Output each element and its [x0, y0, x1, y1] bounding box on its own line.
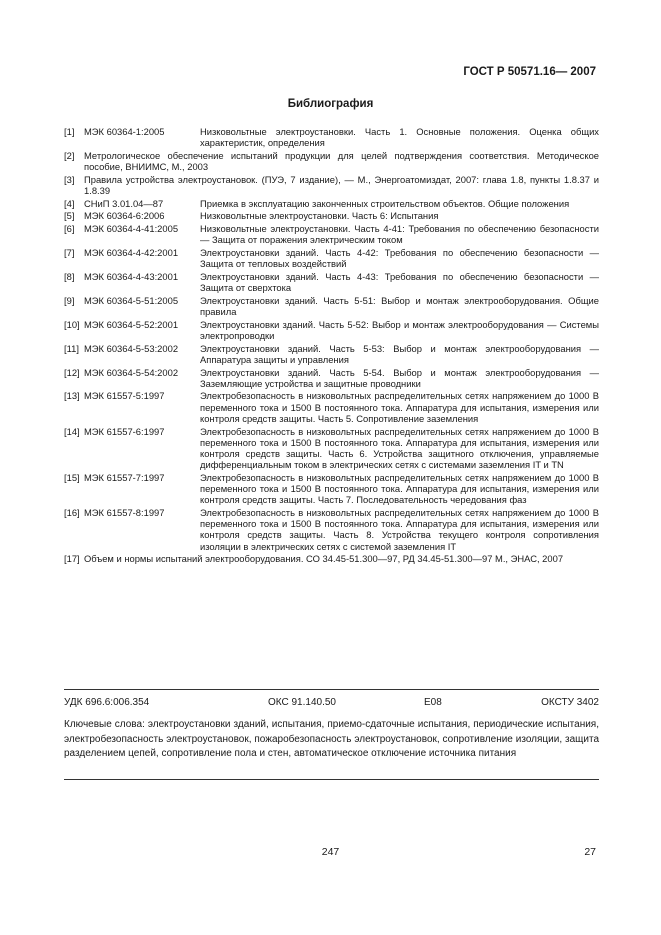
- entry-description: Электробезопасность в низковольтных распределительных сетях напряжением до 1000 В переменного тока и 1500 В постоянного тока. Аппаратура для испытания, измерения или контроля средств защиты. Часть 7. Последовательность чередования фаз: [200, 471, 599, 506]
- entry-number: [14]: [64, 425, 80, 437]
- entry-reference: МЭК 60364-5-52:2001: [84, 318, 179, 330]
- bibliography-list: [64, 126, 599, 566]
- entry-number: [4]: [64, 197, 75, 209]
- bottom-divider: [64, 779, 599, 780]
- entry-reference: МЭК 60364-5-51:2005: [84, 294, 179, 306]
- entry-reference: МЭК 60364-6:2006: [84, 210, 165, 222]
- entry-number: [8]: [64, 270, 75, 282]
- entry-number: [3]: [64, 173, 75, 185]
- entry-description: Низковольтные электроустановки. Часть 4-41: Требования по обеспечению безопасности — Защита от поражения электрическим током: [200, 223, 599, 246]
- entry-number: [15]: [64, 471, 80, 483]
- bib-entry: [64, 507, 599, 552]
- entry-number: [6]: [64, 223, 75, 235]
- entry-number: [17]: [64, 553, 80, 565]
- entry-number: [9]: [64, 294, 75, 306]
- bib-entry: [64, 343, 599, 365]
- entry-reference: МЭК 60364-4-42:2001: [84, 247, 179, 259]
- entry-number: [5]: [64, 210, 75, 222]
- bib-entry: [64, 174, 599, 196]
- entry-number: [16]: [64, 507, 80, 518]
- entry-number: [12]: [64, 366, 80, 378]
- bib-entry: [64, 198, 599, 209]
- entry-description: Электробезопасность в низковольтных распределительных сетях напряжением до 1000 В переменного тока и 1500 В постоянного тока. Аппаратура для испытания, измерения или контроля средств защиты. Часть 5. Сопротивление заземления: [200, 390, 599, 424]
- entry-description: Низковольтные электроустановки. Часть 6: Испытания: [200, 210, 439, 222]
- entry-description: Электроустановки зданий. Часть 5-51: Выбор и монтаж электрооборудования. Общие правила: [200, 294, 599, 318]
- bib-entry: [64, 553, 599, 564]
- bib-entry: [64, 367, 599, 389]
- entry-description: Электроустановки зданий. Часть 5-52: Выбор и монтаж электрооборудования — Системы электропроводки: [200, 318, 599, 341]
- entry-reference: МЭК 61557-8:1997: [84, 507, 165, 518]
- keywords: Ключевые слова: электроустановки зданий, испытания, приемо-сдаточные испытания, периодические испытания, электробезопасность электроустановок, пожаробезопасность электроустановок, сопротивление изоляции, защита разделением цепей, сопротивление пола и стен, автоматическое отключение источника питания: [64, 719, 599, 759]
- entry-number: [2]: [64, 149, 75, 161]
- classification-line: [64, 697, 599, 711]
- bib-entry: [64, 426, 599, 471]
- udc-code: УДК 696.6:006.354: [64, 697, 150, 708]
- entry-reference: МЭК 60364-5-53:2002: [84, 342, 179, 354]
- bib-entry: [64, 247, 599, 269]
- entry-number: [10]: [64, 318, 80, 330]
- entry-reference: МЭК 61557-6:1997: [84, 425, 165, 437]
- page-number-right: 27: [584, 846, 596, 858]
- bib-entry: [64, 223, 599, 245]
- entry-description: Электроустановки зданий. Часть 5-54. Выбор и монтаж электрооборудования — Заземляющие устройства и защитные проводники: [200, 366, 599, 389]
- entry-text: Метрологическое обеспечение испытаний продукции для целей подтверждения соответствия. Методическое пособие, ВНИИМС, М., 2003: [84, 149, 599, 173]
- entry-number: [13]: [64, 390, 80, 402]
- entry-number: [7]: [64, 247, 75, 259]
- bib-entry: [64, 126, 599, 148]
- bib-entry: [64, 390, 599, 424]
- entry-reference: МЭК 60364-4-41:2005: [84, 223, 179, 235]
- bib-entry: [64, 150, 599, 172]
- entry-reference: МЭК 60364-5-54:2002: [84, 366, 179, 378]
- entry-description: Приемка в эксплуатацию законченных строительством объектов. Общие положения: [200, 197, 570, 209]
- entry-description: Электроустановки зданий. Часть 4-43: Требования по обеспечению безопасности — Защита от сверхтока: [200, 270, 599, 294]
- top-divider: [64, 689, 599, 690]
- entry-description: Электробезопасность в низковольтных распределительных сетях напряжением до 1000 В переменного тока и 1500 В постоянного тока. Аппаратура для испытания, измерения или контроля средств защиты. Часть 6. Устройства защитного отключения, управляемые дифференциальным током в электрических сетях с системами заземления IT и TN: [200, 425, 599, 471]
- entry-description: Электроустановки зданий. Часть 4-42: Требования по обеспечению безопасности — Защита от тепловых воздействий: [200, 247, 599, 270]
- entry-reference: СНиП 3.01.04—87: [84, 197, 164, 209]
- entry-number: [1]: [64, 126, 75, 137]
- bib-entry: [64, 295, 599, 317]
- bib-entry: [64, 271, 599, 293]
- oks-code: ОКС 91.140.50: [268, 697, 336, 708]
- bib-entry: [64, 210, 599, 221]
- entry-reference: МЭК 60364-1:2005: [84, 126, 165, 137]
- okstu-code: ОКСТУ 3402: [541, 697, 599, 708]
- entry-text: Объем и нормы испытаний электрооборудования. СО 34.45-51.300—97, РД 34.45-51.300—97 М., ЭНАС, 2007: [84, 553, 564, 565]
- page-number-center: 247: [321, 846, 340, 858]
- standard-code: ГОСТ Р 50571.16— 2007: [463, 66, 596, 78]
- entry-reference: МЭК 60364-4-43:2001: [84, 270, 179, 282]
- group-code: Е08: [424, 697, 442, 708]
- entry-description: Электробезопасность в низковольтных распределительных сетях напряжением до 1000 В переменного тока и 1500 В постоянного тока. Аппаратура для испытания, измерения или контроля средств защиты. Часть 8. Устройства текущего контроля сопротивления изоляции в электрических сетях с системой заземления IT: [200, 507, 599, 552]
- entry-description: Электроустановки зданий. Часть 5-53: Выбор и монтаж электрооборудования — Аппаратура защиты и управления: [200, 342, 599, 365]
- entry-reference: МЭК 61557-5:1997: [84, 390, 165, 402]
- entry-description: Низковольтные электроустановки. Часть 1. Основные положения. Оценка общих характеристик, определения: [200, 126, 599, 149]
- bib-entry: [64, 472, 599, 506]
- entry-number: [11]: [64, 342, 79, 354]
- entry-reference: МЭК 61557-7:1997: [84, 471, 165, 483]
- bibliography-title: Библиография: [287, 98, 374, 110]
- bib-entry: [64, 319, 599, 341]
- entry-text: Правила устройства электроустановок. (ПУЭ, 7 издание), — М., Энергоатомиздат, 2007: глава 1.8, пункты 1.8.37 и 1.8.39: [84, 173, 599, 197]
